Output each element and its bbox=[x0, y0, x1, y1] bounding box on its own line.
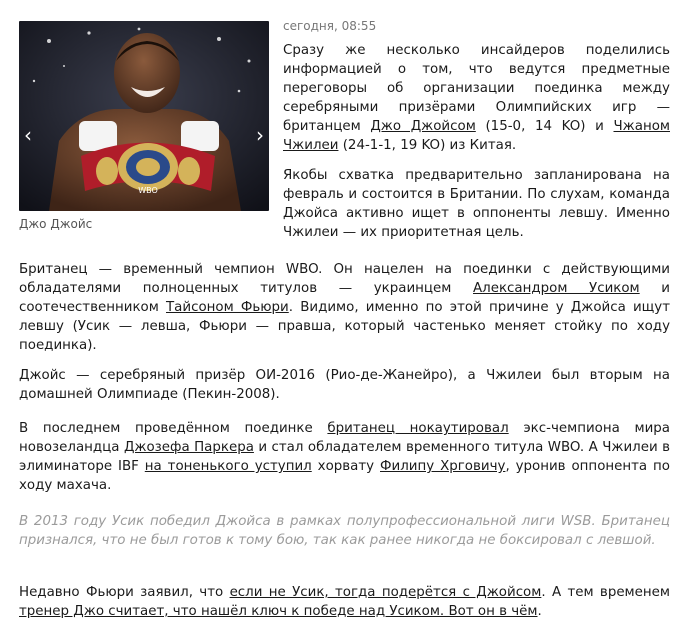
paragraph-1 bbox=[283, 41, 670, 155]
link-joseph-parker[interactable]: Джозефа Паркера bbox=[123, 440, 254, 455]
paragraph-3-text-2: и соотечественником bbox=[19, 281, 671, 315]
next-photo-arrow-icon[interactable]: › bbox=[256, 123, 264, 147]
link-zhang-zhilei[interactable]: Чжаном Чжилеи bbox=[283, 119, 670, 153]
paragraph-7-text-3: . bbox=[537, 604, 542, 619]
paragraph-5-text-4: хорвату bbox=[311, 459, 381, 474]
link-knockout[interactable]: британец нокаутировал bbox=[327, 421, 509, 436]
paragraph-3-text-1: Британец — временный чемпион WBO. Он нацелен на поединки с действующими обладателями полноценных титулов — украинцем bbox=[19, 262, 670, 296]
link-coach-key[interactable]: тренер Джо считает, что нашёл ключ к победе над Усиком. Вот он в чём bbox=[19, 604, 538, 619]
link-usyk[interactable]: Александром Усиком bbox=[473, 281, 640, 296]
paragraph-5-text-3: и стал обладателем временного титула WBO. А Чжилеи в элиминаторе IBF bbox=[19, 440, 670, 474]
previous-text-fragment bbox=[0, 0, 697, 7]
paragraph-7 bbox=[19, 583, 670, 621]
link-joe-joyce[interactable]: Джо Джойсом bbox=[370, 119, 476, 134]
link-tyson-fury[interactable]: Тайсоном Фьюри bbox=[166, 300, 289, 315]
paragraph-5-text-5: , уронив оппонента по ходу махача. bbox=[19, 459, 670, 493]
paragraph-5 bbox=[19, 419, 670, 495]
photo-caption: Джо Джойс bbox=[19, 217, 93, 231]
paragraph-5-text-1: В последнем проведённом поединке bbox=[19, 421, 328, 436]
paragraph-3 bbox=[19, 260, 670, 355]
link-narrow-loss[interactable]: на тоненького уступил bbox=[144, 459, 312, 474]
boxer-with-belt-image bbox=[19, 21, 269, 211]
paragraph-4: Джойс — серебряный призёр ОИ-2016 (Рио-де-Жанейро), а Чжилеи был вторым на домашней Олимпиаде (Пекин-2008). bbox=[19, 368, 670, 402]
paragraph-6-italic-note: В 2013 году Усик победил Джойса в рамках полупрофессиональной лиги WSB. Британец признался, что не был готов к тому бою, так как ранее никогда не боксировал с левшой. bbox=[19, 514, 670, 548]
paragraph-5-text-2: экс-чемпиона мира новозеландца bbox=[19, 421, 670, 455]
article-photo[interactable] bbox=[19, 21, 269, 211]
paragraph-2: Якобы схватка предварительно запланирована на февраль и состоится в Британии. По слухам, команда Джойса активно ищет в оппоненты левшу. Именно Чжилеи — их приоритетная цель. bbox=[283, 168, 670, 240]
link-filip-hrgovic[interactable]: Филипу Хрговичу bbox=[380, 459, 506, 474]
paragraph-7-text-2: . А тем временем bbox=[541, 585, 670, 600]
paragraph-7-text-1: Недавно Фьюри заявил, что bbox=[19, 585, 230, 600]
belt-text: WBO bbox=[138, 186, 158, 195]
prev-photo-arrow-icon[interactable]: ‹ bbox=[24, 123, 32, 147]
paragraph-1-text-1: Сразу же несколько инсайдеров поделились информацией о том, что ведутся предметные переговоры об организации поединка между серебряными призёрами Олимпийских игр — британцем bbox=[283, 43, 670, 134]
paragraph-1-text-2: (15-0, 14 KO) и bbox=[475, 119, 614, 134]
paragraph-3-text-3: . Видимо, именно по этой причине у Джойса ищут левшу (Усик — левша, Фьюри — правша, который частенько меняет стойку по ходу поединка). bbox=[19, 300, 671, 353]
paragraph-1-text-3: (24-1-1, 19 KO) из Китая. bbox=[338, 138, 517, 153]
link-fury-joyce[interactable]: если не Усик, тогда подерётся с Джойсом bbox=[229, 585, 542, 600]
article-timestamp: сегодня, 08:55 bbox=[283, 19, 377, 33]
